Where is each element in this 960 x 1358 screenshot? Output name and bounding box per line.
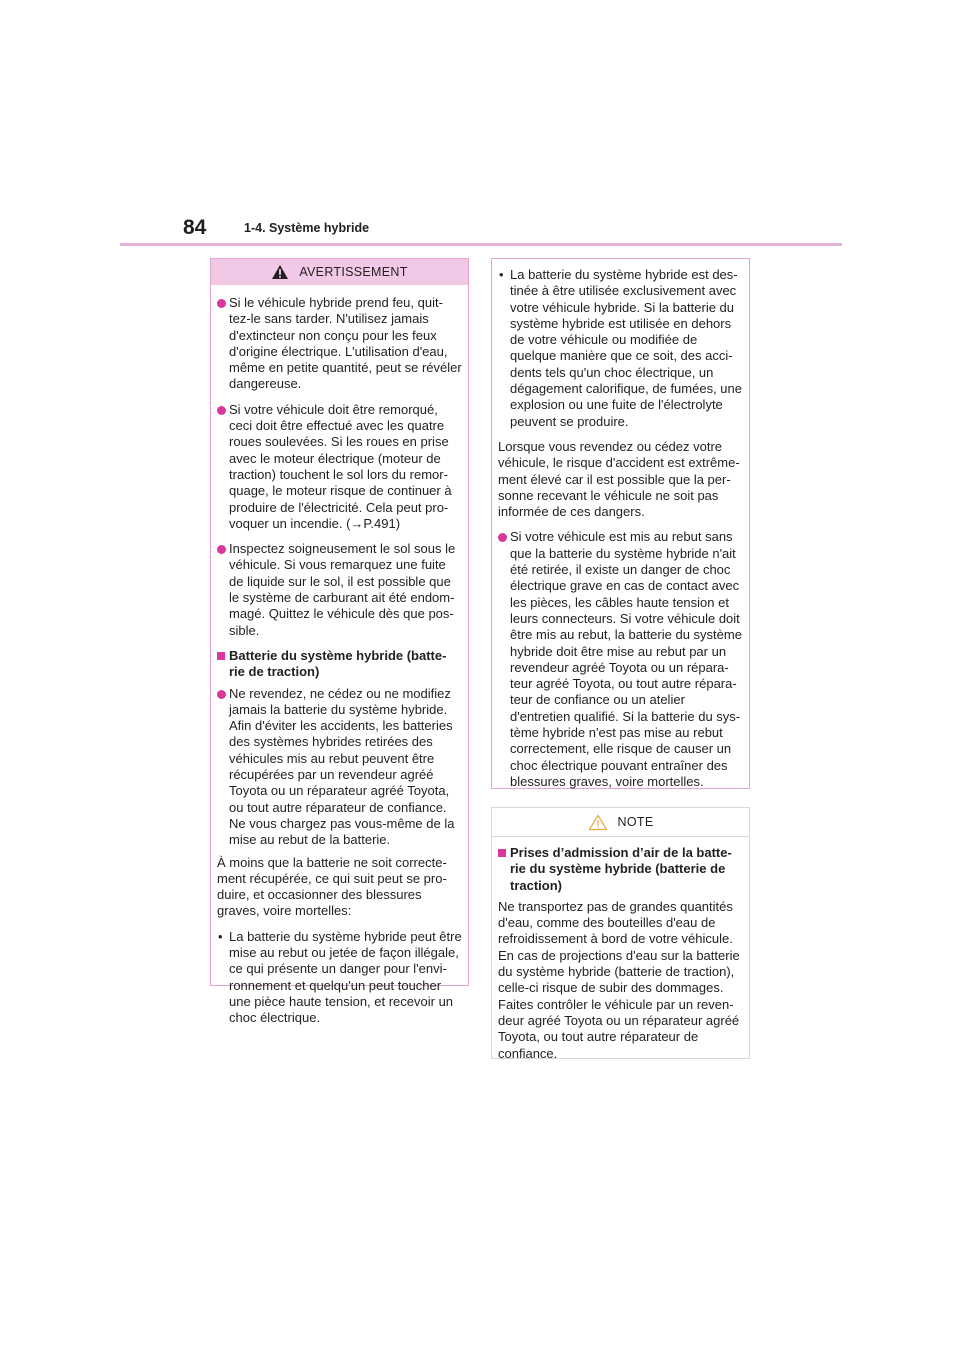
note-title: NOTE: [617, 815, 654, 829]
bullet-text: Ne revendez, ne cédez ou ne modifiez jamais la batterie du système hybride. Afin d'éviter les accidents, les batteries des systèmes hybrides retirées des véhicules mis au rebut peuvent être récupérées par un revendeur agréé Toyota ou un réparateur agréé Toyota, ou tout autre réparateur de confiance. Ne vous chargez pas vous-même de la mise au rebut de la batterie.: [229, 685, 455, 848]
warning-bullet: [217, 541, 462, 639]
warning-paragraph: À moins que la batterie ne soit correcte-ment récupérée, ce qui suit peut se pro-duire, et occasionner des blessures graves, voire mortelles:: [217, 854, 447, 919]
bullet-dot-icon: [498, 533, 507, 542]
warning-sub-item: [217, 929, 462, 1027]
warning-bullet: [217, 295, 462, 393]
note-body: [492, 837, 749, 1062]
sub-item-text: La batterie du système hybride peut être mise au rebut ou jetée de façon illégale, ce qui présente un danger pour l'envi-ronnement et quelqu'un peut toucher une pièce haute tension, et recevoir un choc électrique.: [229, 928, 462, 1026]
caution-triangle-icon: [588, 814, 608, 831]
bullet-text: Inspectez soigneusement le sol sous le véhicule. Si vous remarquez une fuite de liquide sur le sol, il est possible que le système de carburant ait été endom-magé. Quittez le véhicule dès que pos-sible.: [229, 541, 456, 638]
page-number: 84: [183, 216, 207, 239]
subheading-text: Batterie du système hybride (batte-rie de traction): [229, 647, 447, 680]
small-bullet-icon: •: [499, 267, 504, 282]
warning-box-right: [491, 258, 750, 789]
note-subheading: [498, 845, 743, 894]
warning-bullet: [498, 529, 743, 790]
warning-bullet: [217, 402, 462, 532]
warning-sub-item: [498, 267, 743, 430]
note-header: [492, 808, 749, 837]
warning-bullet: [217, 686, 462, 849]
bullet-text: Si votre véhicule est mis au rebut sans que la batterie du système hybride n'ait été retirée, il existe un danger de choc électrique grave en cas de contact avec les pièces, les câbles haute tension et leurs connecteurs. Si votre véhicule doit être mis au rebut, la batterie du système hybride doit être mise au rebut par un revendeur agréé Toyota ou un répara-teur agréé Toyota, ou tout autre répara-teur de confiance ou un atelier d'entretien qualifié. Si la batterie du sys-tème hybride n'est pas mise au rebut correctement, elle risque de causer un choc électrique pouvant entraîner des blessures graves, voire mortelles.: [510, 529, 742, 789]
arrow-right-icon: →: [350, 515, 364, 531]
bullet-dot-icon: [217, 406, 226, 415]
warning-box-left: [210, 258, 469, 1026]
warning-subheading: [217, 648, 462, 681]
header-rule: [120, 243, 842, 246]
warning-title: AVERTISSEMENT: [299, 265, 408, 279]
bullet-text: Si le véhicule hybride prend feu, quit-tez-le sans tarder. N'utilisez jamais d'extincteur non conçu pour les feux d'origine électrique. L'utilisation d'eau, même en petite quantité, peut se révéler dangereuse.: [229, 295, 462, 392]
warning-body-left: [211, 285, 468, 1026]
bullet-dot-icon: [217, 545, 226, 554]
bullet-dot-icon: [217, 299, 226, 308]
warning-header: [211, 259, 468, 285]
subheading-text: Prises d’admission d’air de la batte-rie du système hybride (batterie de traction): [510, 845, 732, 893]
sub-item-text: La batterie du système hybride est des-tinée à être utilisée exclusivement avec votre véhicule hybride. Si la batterie du système hybride est utilisée en dehors de votre véhicule ou modifiée de quelque manière que ce soit, des acci-dents tels qu'un choc électrique, un dégagement calorifique, de fumées, une explosion ou une fuite de l'électrolyte peuvent se produire.: [510, 267, 742, 429]
section-title: 1-4. Système hybride: [244, 221, 370, 235]
note-box: [491, 807, 750, 1059]
warning-body-right: [492, 259, 749, 790]
note-paragraph: Ne transportez pas de grandes quantités d'eau, comme des bouteilles d'eau de refroidissement à bord de votre véhicule. En cas de projections d'eau sur la batterie du système hybride (batterie de traction), celle-ci risque de subir des dommages. Faites contrôler le véhicule par un reven-deur agréé Toyota ou un réparateur agréé Toyota, ou tout autre réparateur de confiance.: [498, 898, 740, 1061]
bullet-dot-icon: [217, 690, 226, 699]
bullet-text: Si votre véhicule doit être remorqué, ceci doit être effectué avec les quatre roues soulevées. Si les roues en prise avec le moteur électrique (moteur de traction) touchent le sol lors du remor-quage, le moteur risque de continuer à produire de l'électricité. Cela peut pro-voquer un incendie. (: [229, 401, 452, 531]
warning-paragraph: Lorsque vous revendez ou cédez votre véhicule, le risque d'accident est extrême-ment élevé car il est possible que la per-sonne recevant le véhicule ne soit pas informée de ces dangers.: [498, 438, 740, 520]
page-reference-link[interactable]: P.491: [363, 515, 396, 531]
small-bullet-icon: •: [218, 928, 223, 944]
square-bullet-icon: [217, 652, 225, 660]
bullet-text-end: ): [395, 515, 401, 531]
square-bullet-icon: [498, 849, 506, 857]
warning-triangle-icon: [271, 264, 289, 280]
